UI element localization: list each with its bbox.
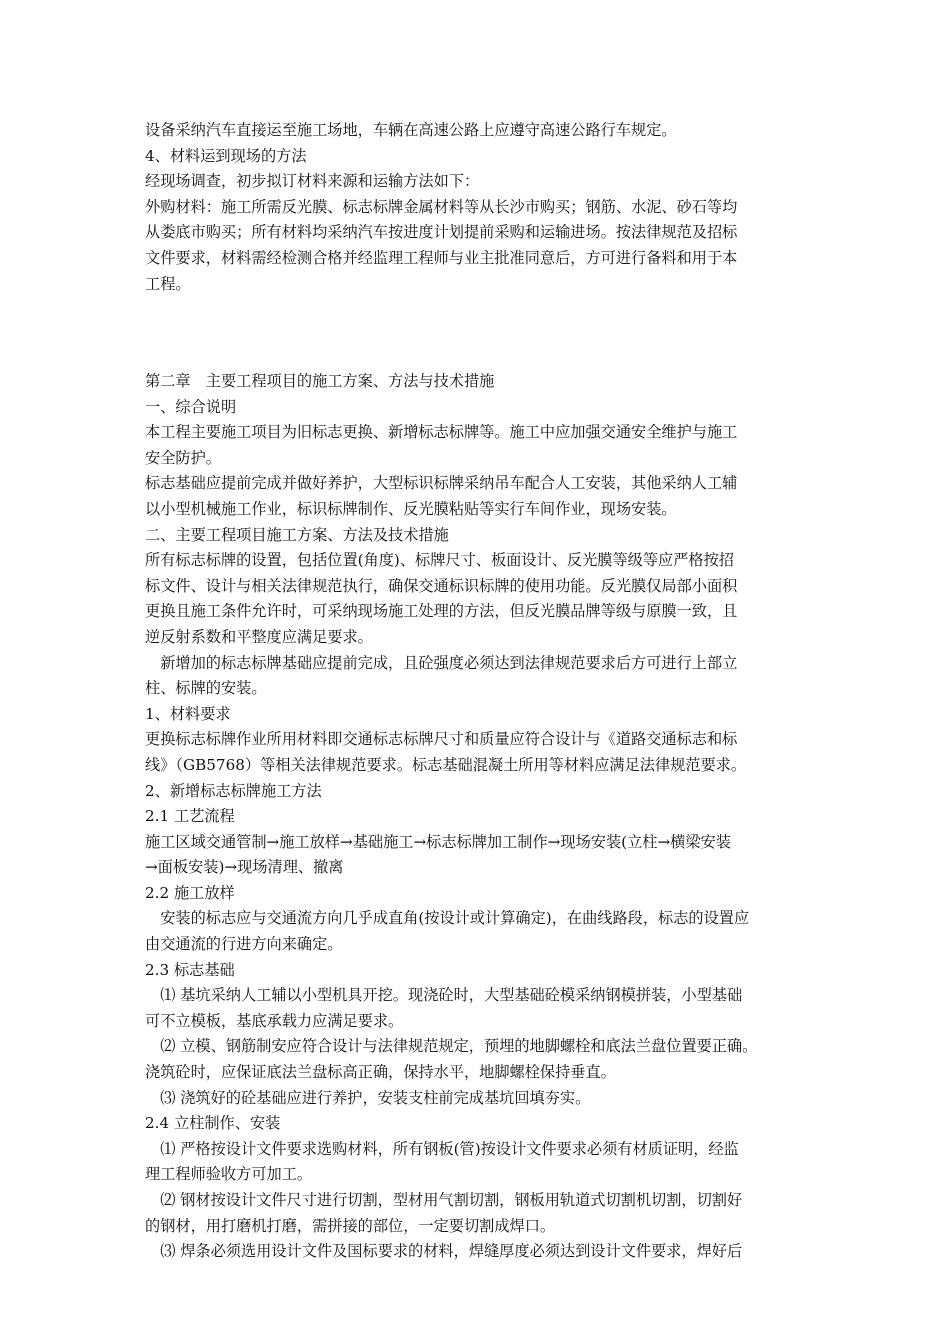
section-heading: 1、材料要求 (145, 704, 231, 723)
text-line: 本工程主要施工项目为旧标志更换、新增标志标牌等。施工中应加强交通安全维护与施工 (145, 423, 738, 442)
text-line: →面板安装)→现场清理、撤离 (145, 858, 344, 877)
text-line: 线》（GB5768）等相关法律规范要求。标志基础混凝土所用等材料应满足法律规范要求。 (145, 755, 747, 774)
text-line: ⑴ 严格按设计文件要求选购材料，所有钢板(管)按设计文件要求必须有材质证明，经监 (145, 1139, 739, 1158)
text-line: 更换且施工条件允许时，可采纳现场施工处理的方法，但反光膜品牌等级与原膜一致，且 (145, 602, 738, 621)
text-line: 新增加的标志标牌基础应提前完成，且砼强度必须达到法律规范要求后方可进行上部立 (145, 653, 738, 672)
text-line: 设备采纳汽车直接运至施工场地，车辆在高速公路上应遵守高速公路行车规定。 (145, 121, 677, 139)
text-line: 理工程师验收方可加工。 (145, 1165, 313, 1184)
text-line: 文件要求，材料需经检测合格并经监理工程师与业主批准同意后，方可进行备料和用于本 (145, 248, 738, 267)
text-section-chapter-two (145, 369, 815, 1265)
text-line: 的钢材，用打磨机打磨，需拼接的部位，一定要切割成焊口。 (145, 1216, 556, 1235)
subsection-heading: 2.3 标志基础 (145, 960, 235, 979)
section-heading: 4、材料运到现场的方法 (145, 146, 307, 165)
text-line: 经现场调查，初步拟订材料来源和运输方法如下： (145, 172, 480, 191)
text-line: 安全防护。 (145, 448, 221, 467)
text-section-materials-transport (145, 118, 815, 297)
text-line: ⑴ 基坑采纳人工辅以小型机具开挖。现浇砼时，大型基础砼模采纳钢模拼装，小型基础 (145, 986, 743, 1005)
text-line: 逆反射系数和平整度应满足要求。 (145, 627, 373, 646)
text-line: 施工区域交通管制→施工放样→基础施工→标志标牌加工制作→现场安装(立柱→横梁安装 (145, 832, 731, 851)
text-line: 标志基础应提前完成并做好养护，大型标识标牌采纳吊车配合人工安装，其他采纳人工辅 (145, 474, 738, 493)
text-line: 工程。 (145, 274, 191, 293)
text-line: 所有标志标牌的设置，包括位置(角度)、标牌尺寸、板面设计、反光膜等级等应严格按招 (145, 551, 734, 570)
text-line: 更换标志标牌作业所用材料即交通标志标牌尺寸和质量应符合设计与《道路交通标志和标 (145, 730, 738, 749)
text-line: 可不立模板，基底承载力应满足要求。 (145, 1011, 404, 1030)
text-line: ⑶ 焊条必须选用设计文件及国标要求的材料，焊缝厚度必须达到设计文件要求，焊好后 (145, 1242, 743, 1261)
text-line: 从娄底市购买；所有材料均采纳汽车按进度计划提前采购和运输进场。按法律规范及招标 (145, 223, 738, 242)
text-line: 浇筑砼时，应保证底法兰盘标高正确，保持水平，地脚螺栓保持垂直。 (145, 1063, 616, 1082)
text-line: ⑵ 钢材按设计文件尺寸进行切割，型材用气割切割，钢板用轨道式切割机切割，切割好 (145, 1191, 743, 1209)
subsection-heading: 2.4 立柱制作、安装 (145, 1114, 281, 1133)
text-line: ⑶ 浇筑好的砼基础应进行养护，安装支柱前完成基坑回填夯实。 (145, 1088, 591, 1107)
chapter-heading: 第二章 主要工程项目的施工方案、方法与技术措施 (145, 372, 495, 390)
text-line: 安装的标志应与交通流方向几乎成直角(按设计或计算确定)，在曲线路段，标志的设置应 (145, 909, 750, 928)
section-heading: 2、新增标志标牌施工方法 (145, 781, 322, 800)
section-heading: 一、综合说明 (145, 397, 237, 416)
subsection-heading: 2.2 施工放样 (145, 883, 235, 902)
subsection-heading: 2.1 工艺流程 (145, 807, 235, 826)
text-line: 外购材料：施工所需反光膜、标志标牌金属材料等从长沙市购买；钢筋、水泥、砂石等均 (145, 197, 738, 216)
text-line: ⑵ 立模、钢筋制安应符合设计与法律规范规定，预埋的地脚螺栓和底法兰盘位置要正确。 (145, 1037, 758, 1056)
section-heading: 二、主要工程项目施工方案、方法及技术措施 (145, 525, 449, 544)
text-line: 以小型机械施工作业，标识标牌制作、反光膜粘贴等实行车间作业，现场安装。 (145, 499, 677, 518)
text-line: 柱、标牌的安装。 (145, 679, 267, 698)
text-line: 标文件、设计与相关法律规范执行，确保交通标识标牌的使用功能。反光膜仅局部小面积 (145, 576, 738, 595)
text-line: 由交通流的行进方向来确定。 (145, 935, 343, 954)
